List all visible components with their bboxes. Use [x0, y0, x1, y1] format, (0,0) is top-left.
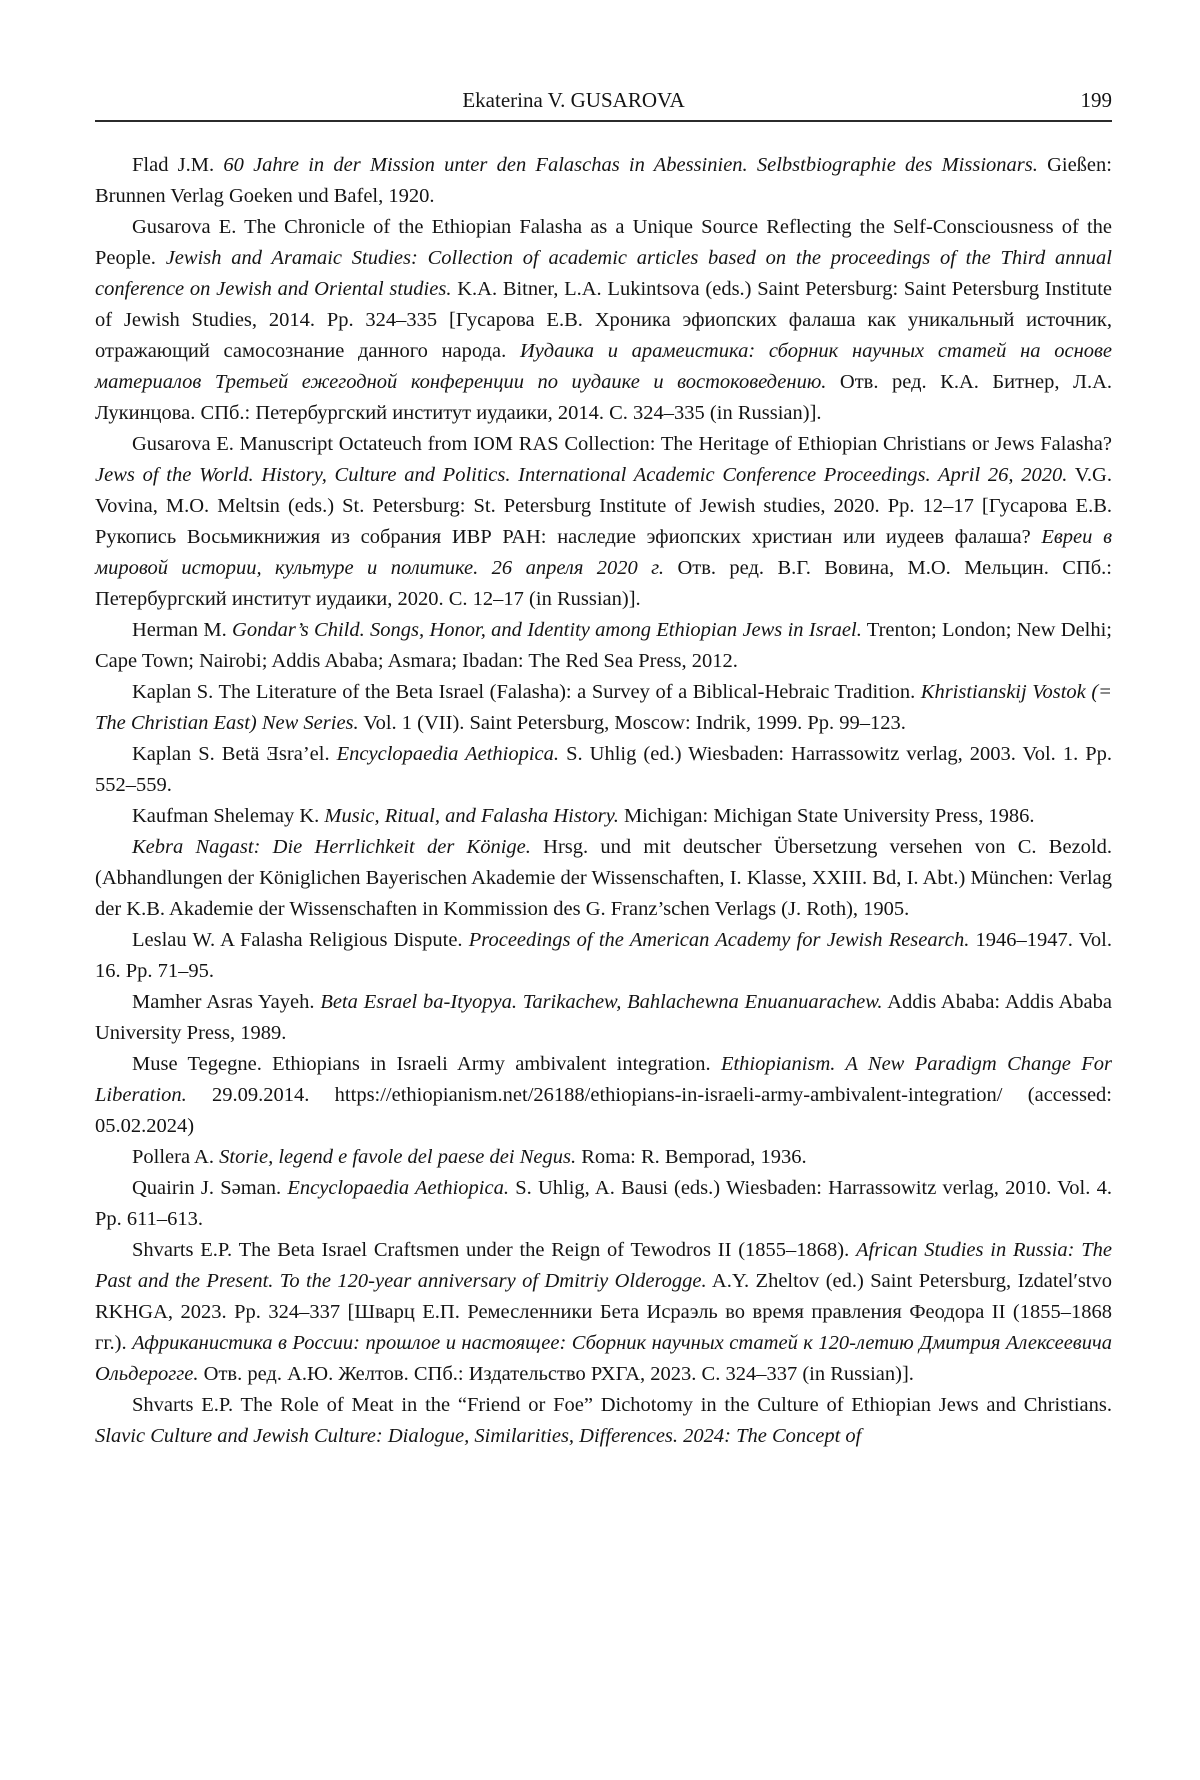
reference-text-segment: Leslau W. A Falasha Religious Dispute. [132, 929, 469, 951]
reference-text-segment: Proceedings of the American Academy for Jewish Research. [468, 929, 970, 951]
reference-text-segment: Encyclopaedia Aethiopica. [336, 743, 560, 765]
reference-text-segment: Slavic Culture and Jewish Culture: Dialogue, Similarities, Differences. 2024: The Concept of [95, 1425, 862, 1447]
page-header [95, 88, 1112, 118]
reference-entry [95, 987, 1112, 1049]
reference-text-segment: Storie, legend e favole del paese dei Negus. [219, 1146, 577, 1168]
reference-url: https://ethiopianism.net/26188/ethiopians-in-israeli-army-ambivalent-integration/ [334, 1084, 1003, 1106]
reference-entry [95, 739, 1112, 801]
reference-text-segment: Michigan: Michigan State University Press, 1986. [618, 805, 1035, 827]
reference-entry [95, 1142, 1112, 1173]
reference-text-segment: Khristianskij Vostok (= The Christian East) New Series. [95, 681, 1112, 734]
reference-text-segment: Music, Ritual, and Falasha History. [324, 805, 619, 827]
reference-entry [95, 1049, 1112, 1142]
reference-text-segment: S. Uhlig, A. Bausi (eds.) Wiesbaden: Harrassowitz verlag, 2010. Vol. 4. Pp. 611–613. [95, 1177, 1112, 1230]
reference-text-segment: Gießen: Brunnen Verlag Goeken und Bafel, 1920. [95, 154, 1112, 207]
reference-text-segment: Gusarova E. The Chronicle of the Ethiopian Falasha as a Unique Source Reflecting the Self-Consciousness of the People. [95, 216, 1112, 269]
reference-text-segment: Trenton; London; New Delhi; Cape Town; Nairobi; Addis Ababa; Asmara; Ibadan: The Red Sea Press, 2012. [95, 619, 1112, 672]
reference-text-segment: African Studies in Russia: The Past and the Present. To the 120-year anniversary of Dmitriy Olderogge. [95, 1239, 1112, 1292]
reference-text-segment: Flad J.M. [132, 154, 224, 176]
reference-text-segment: Shvarts E.P. The Beta Israel Craftsmen under the Reign of Tewodros II (1855–1868). [132, 1239, 857, 1261]
reference-text-segment: Quairin J. Səman. [132, 1177, 288, 1199]
reference-text-segment: Иудаика и арамеистика: сборник научных статей на основе материалов Третьей ежегодной конференции по иудаике и востоковедению. [95, 340, 1112, 393]
reference-entry [95, 801, 1112, 832]
reference-entry [95, 925, 1112, 987]
reference-text-segment: (accessed: 05.02.2024) [95, 1084, 1112, 1137]
reference-text-segment: Kaplan S. Betä Ǝsra’el. [132, 743, 337, 765]
reference-entry [95, 615, 1112, 677]
reference-text-segment: Ethiopianism. A New Paradigm Change For Liberation. [95, 1053, 1112, 1106]
reference-text-segment: Jews of the World. History, Culture and Politics. International Academic Conference Proceedings. April 26, 2020. [95, 464, 1068, 486]
reference-text-segment: Herman M. [132, 619, 233, 641]
reference-text-segment: Beta Esrael ba-Ityopya. Tarikachew, Bahlachewna Enuanuarachew. [320, 991, 883, 1013]
reference-text-segment: Addis Ababa: Addis Ababa University Press, 1989. [95, 991, 1112, 1044]
reference-text-segment: Hrsg. und mit deutscher Übersetzung versehen von C. Bezold. (Abhandlungen der Königlichen Bayerischen Akademie der Wissenschaften, I. Klasse, XXIII. Bd, I. Abt.) München: Verlag der K.B. Akademie der Wissenschaften in Kommission des G. Franz’schen Verlags (J. Roth), 1905. [95, 836, 1112, 920]
reference-text-segment: Vol. 1 (VII). Saint Petersburg, Moscow: Indrik, 1999. Pp. 99–123. [358, 712, 906, 734]
reference-text-segment: Pollera A. [132, 1146, 220, 1168]
reference-text-segment: Kaufman Shelemay K. [132, 805, 325, 827]
reference-text-segment: 1946–1947. Vol. 16. Pp. 71–95. [95, 929, 1112, 982]
running-title: Ekaterina V. GUSAROVA [462, 88, 685, 112]
reference-text-segment: A.Y. Zheltov (ed.) Saint Petersburg, Izdatel′stvo RKHGA, 2023. Pp. 324–337 [Шварц Е.П. Ремесленники Бета Исраэль во время правления Феодора II (1855–1868 гг.). [95, 1270, 1113, 1354]
reference-entry [95, 429, 1112, 615]
reference-text-segment: Encyclopaedia Aethiopica. [287, 1177, 509, 1199]
header-rule [95, 120, 1112, 122]
reference-text-segment: Gusarova E. Manuscript Octateuch from IOM RAS Collection: The Heritage of Ethiopian Christians or Jews Falasha? [132, 433, 1112, 455]
reference-entry [95, 832, 1112, 925]
reference-text-segment: Gondar’s Child. Songs, Honor, and Identity among Ethiopian Jews in Israel. [232, 619, 862, 641]
reference-text-segment: Kaplan S. The Literature of the Beta Israel (Falasha): a Survey of a Biblical-Hebraic Tradition. [132, 681, 921, 703]
reference-entry [95, 677, 1112, 739]
reference-text-segment: Shvarts E.P. The Role of Meat in the “Friend or Foe” Dichotomy in the Culture of Ethiopian Jews and Christians. [132, 1394, 1112, 1416]
references-list [95, 150, 1112, 1452]
reference-text-segment: Отв. ред. К.А. Битнер, Л.А. Лукинцова. СПб.: Петербургский институт иудаики, 2014. С. 324–335 (in Russian)]. [95, 371, 1112, 424]
reference-entry [95, 1235, 1112, 1390]
reference-text-segment: Jewish and Aramaic Studies: Collection of academic articles based on the proceedings of the Third annual conference on Jewish and Oriental studies. [95, 247, 1113, 300]
reference-entry [95, 1173, 1112, 1235]
reference-text-segment: Roma: R. Bemporad, 1936. [576, 1146, 807, 1168]
reference-entry [95, 212, 1112, 429]
reference-text-segment: Muse Tegegne. Ethiopians in Israeli Army ambivalent integration. [132, 1053, 721, 1075]
reference-text-segment: S. Uhlig (ed.) Wiesbaden: Harrassowitz verlag, 2003. Vol. 1. Pp. 552–559. [95, 743, 1113, 796]
reference-text-segment: Евреи в мировой истории, культуре и политике. 26 апреля 2020 г. [95, 526, 1112, 579]
page-number: 199 [1080, 88, 1112, 112]
reference-text-segment: Африканистика в России: прошлое и настоящее: Сборник научных статей к 120-летию Дмитрия Алексеевича Ольдерогге. [95, 1332, 1112, 1385]
reference-text-segment: Kebra Nagast: Die Herrlichkeit der Könige. [132, 836, 531, 858]
reference-text-segment: Отв. ред. А.Ю. Желтов. СПб.: Издательство РХГА, 2023. С. 324–337 (in Russian)]. [198, 1363, 914, 1385]
reference-text-segment: Отв. ред. В.Г. Вовина, М.О. Мельцин. СПб.: Петербургский институт иудаики, 2020. С. 12–17 (in Russian)]. [95, 557, 1112, 610]
reference-text-segment: 29.09.2014. [186, 1084, 335, 1106]
reference-text-segment: V.G. Vovina, M.O. Meltsin (eds.) St. Petersburg: St. Petersburg Institute of Jewish studies, 2020. Pp. 12–17 [Гусарова Е.В. Рукопись Восьмикнижия из собрания ИВР РАН: наследие эфиопских христиан или иудеев фалаша? [95, 464, 1112, 548]
reference-entry [95, 150, 1112, 212]
reference-entry [95, 1390, 1112, 1452]
reference-text-segment: Mamher Asras Yayeh. [132, 991, 321, 1013]
reference-text-segment: 60 Jahre in der Mission unter den Falaschas in Abessinien. Selbstbiographie des Missionars. [223, 154, 1038, 176]
reference-text-segment: K.A. Bitner, L.A. Lukintsova (eds.) Saint Petersburg: Saint Petersburg Institute of Jewish Studies, 2014. Pp. 324–335 [Гусарова Е.В. Хроника эфиопских фалаша как уникальный источник, отражающий самосознание данного народа. [95, 278, 1112, 362]
